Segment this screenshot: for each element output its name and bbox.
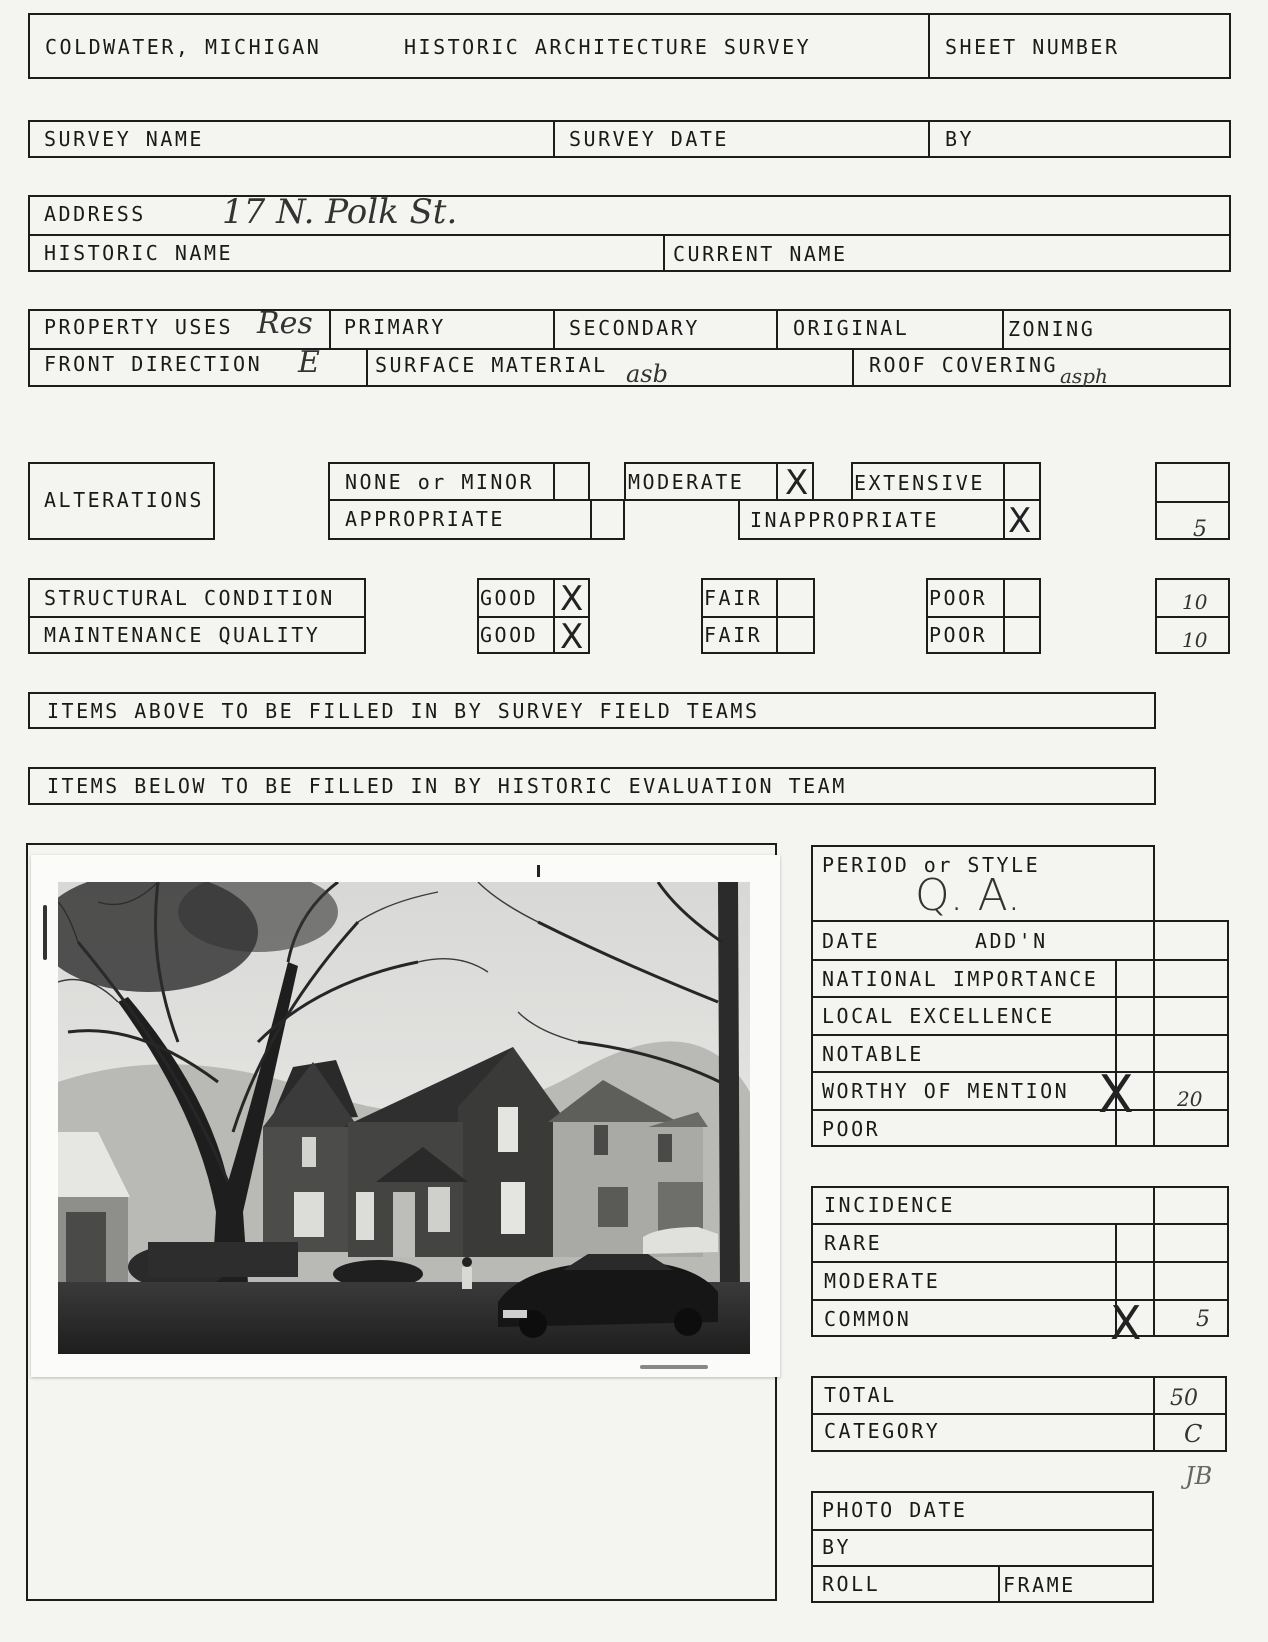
maintenance-good-check-mark: X <box>560 617 584 657</box>
original-label: ORIGINAL <box>793 316 910 340</box>
incidence-row-1 <box>811 1223 1229 1225</box>
items-above-note: ITEMS ABOVE TO BE FILLED IN BY SURVEY FIELD TEAMS <box>47 699 760 723</box>
alterations-score: 5 <box>1193 517 1207 542</box>
common-check-mark: X <box>1110 1296 1142 1350</box>
photo-bottom-mark <box>640 1365 708 1369</box>
current-name-label: CURRENT NAME <box>673 242 848 266</box>
zoning-label: ZONING <box>1008 317 1096 341</box>
incidence-moderate-label: MODERATE <box>824 1269 941 1293</box>
address-label: ADDRESS <box>44 202 146 226</box>
survey-divider-2 <box>928 120 930 158</box>
house-photo <box>58 882 750 1354</box>
period-style-value: Q. A. <box>915 870 1021 921</box>
common-score: 5 <box>1196 1307 1210 1332</box>
primary-label: PRIMARY <box>344 315 446 339</box>
moderate-label: MODERATE <box>628 470 745 494</box>
front-direction-label: FRONT DIRECTION <box>44 352 263 376</box>
maintenance-poor-label: POOR <box>929 623 988 647</box>
survey-date-label: SURVEY DATE <box>569 127 729 151</box>
roof-covering-value: asph <box>1060 364 1108 388</box>
importance-row-2 <box>811 996 1229 998</box>
property-divider <box>28 348 1231 350</box>
local-excellence-label: LOCAL EXCELLENCE <box>822 1004 1055 1028</box>
total-score-divider <box>1153 1376 1155 1452</box>
items-below-note: ITEMS BELOW TO BE FILLED IN BY HISTORIC EVALUATION TEAM <box>47 774 847 798</box>
roll-frame-divider <box>998 1565 1000 1603</box>
sheet-number-label: SHEET NUMBER <box>945 35 1120 59</box>
notable-label: NOTABLE <box>822 1042 924 1066</box>
total-divider <box>811 1413 1227 1415</box>
header-divider <box>928 13 930 79</box>
period-style-label: PERIOD or STYLE <box>822 853 1041 877</box>
structural-score: 10 <box>1182 590 1208 614</box>
national-importance-label: NATIONAL IMPORTANCE <box>822 967 1099 991</box>
photo-corner-mark <box>537 865 540 877</box>
none-minor-check-divider <box>553 462 555 501</box>
appropriate-check-divider <box>590 499 592 540</box>
maintenance-quality-label: MAINTENANCE QUALITY <box>44 623 321 647</box>
survey-divider-1 <box>553 120 555 158</box>
secondary-label: SECONDARY <box>569 316 700 340</box>
roof-covering-label: ROOF COVERING <box>869 353 1059 377</box>
maintenance-fair-label: FAIR <box>704 623 763 647</box>
photo-mount <box>31 855 780 1377</box>
inappropriate-label: INAPPROPRIATE <box>750 508 940 532</box>
fair-check-divider <box>776 578 778 654</box>
survey-title: HISTORIC ARCHITECTURE SURVEY <box>404 35 812 59</box>
photo-date-label: PHOTO DATE <box>822 1498 968 1522</box>
none-minor-label: NONE or MINOR <box>345 470 535 494</box>
incidence-label: INCIDENCE <box>824 1193 955 1217</box>
rare-label: RARE <box>824 1231 883 1255</box>
extensive-label: EXTENSIVE <box>854 471 985 495</box>
worthy-score: 20 <box>1177 1087 1203 1111</box>
poor-box-divider <box>926 616 1041 618</box>
photo-date-row-2 <box>811 1565 1154 1567</box>
reviewer-initials: JB <box>1185 1462 1213 1490</box>
survey-by-label: BY <box>945 127 975 151</box>
roll-label: ROLL <box>822 1572 881 1596</box>
importance-row-4 <box>811 1071 1229 1073</box>
survey-name-label: SURVEY NAME <box>44 127 204 151</box>
incidence-row-2 <box>811 1261 1229 1263</box>
incidence-row-3 <box>811 1299 1229 1301</box>
alterations-label: ALTERATIONS <box>44 488 204 512</box>
address-value: 17 N. Polk St. <box>222 192 458 232</box>
period-poor-label: POOR <box>822 1117 881 1141</box>
condition-label-divider <box>28 616 366 618</box>
surface-material-label: SURFACE MATERIAL <box>375 353 608 377</box>
total-label: TOTAL <box>824 1383 897 1407</box>
front-direction-value: E <box>298 345 320 380</box>
common-label: COMMON <box>824 1307 912 1331</box>
category-label: CATEGORY <box>824 1419 941 1443</box>
addn-label: ADD'N <box>975 929 1048 953</box>
structural-condition-label: STRUCTURAL CONDITION <box>44 586 335 610</box>
property-uses-label: PROPERTY USES <box>44 315 234 339</box>
worthy-of-mention-label: WORTHY OF MENTION <box>822 1079 1070 1103</box>
importance-row-5 <box>811 1109 1229 1111</box>
name-divider <box>663 234 665 272</box>
moderate-check-divider <box>776 462 778 501</box>
maintenance-score: 10 <box>1182 628 1208 652</box>
photo-by-label: BY <box>822 1535 852 1559</box>
importance-score-divider <box>1153 920 1155 1147</box>
photo-date-row-1 <box>811 1529 1154 1531</box>
primary-divider <box>329 309 331 348</box>
structural-poor-label: POOR <box>929 586 988 610</box>
importance-row-1 <box>811 959 1229 961</box>
structural-good-label: GOOD <box>480 586 539 610</box>
worthy-check-mark: X <box>1098 1065 1134 1125</box>
condition-score-divider <box>1155 616 1230 618</box>
inappropriate-check-mark: X <box>1008 501 1032 541</box>
poor-check-divider <box>1003 578 1005 654</box>
historic-name-label: HISTORIC NAME <box>44 241 234 265</box>
incidence-score-divider <box>1153 1186 1155 1337</box>
inappropriate-check-divider <box>1003 499 1005 540</box>
structural-good-check-mark: X <box>560 579 584 619</box>
category-value: C <box>1184 1420 1203 1448</box>
secondary-divider <box>553 309 555 348</box>
moderate-check-mark: X <box>785 463 809 503</box>
surface-divider <box>366 348 368 387</box>
structural-fair-label: FAIR <box>704 586 763 610</box>
surface-material-value: asb <box>626 360 668 388</box>
appropriate-label: APPROPRIATE <box>345 507 505 531</box>
extensive-check-divider <box>1003 462 1005 501</box>
frame-label: FRAME <box>1003 1573 1076 1597</box>
fair-box-divider <box>701 616 815 618</box>
importance-row-3 <box>811 1034 1229 1036</box>
address-divider <box>28 234 1231 236</box>
maintenance-good-label: GOOD <box>480 623 539 647</box>
roof-divider <box>852 348 854 387</box>
original-divider <box>776 309 778 348</box>
house-photo-image <box>58 882 750 1354</box>
city-label: COLDWATER, MICHIGAN <box>45 35 322 59</box>
zoning-divider <box>1002 309 1004 348</box>
good-check-divider <box>553 578 555 654</box>
property-uses-value: Res <box>257 306 313 341</box>
photo-edge-mark <box>43 905 47 960</box>
total-value: 50 <box>1170 1386 1198 1411</box>
alterations-score-divider <box>1155 501 1230 503</box>
date-label: DATE <box>822 929 881 953</box>
